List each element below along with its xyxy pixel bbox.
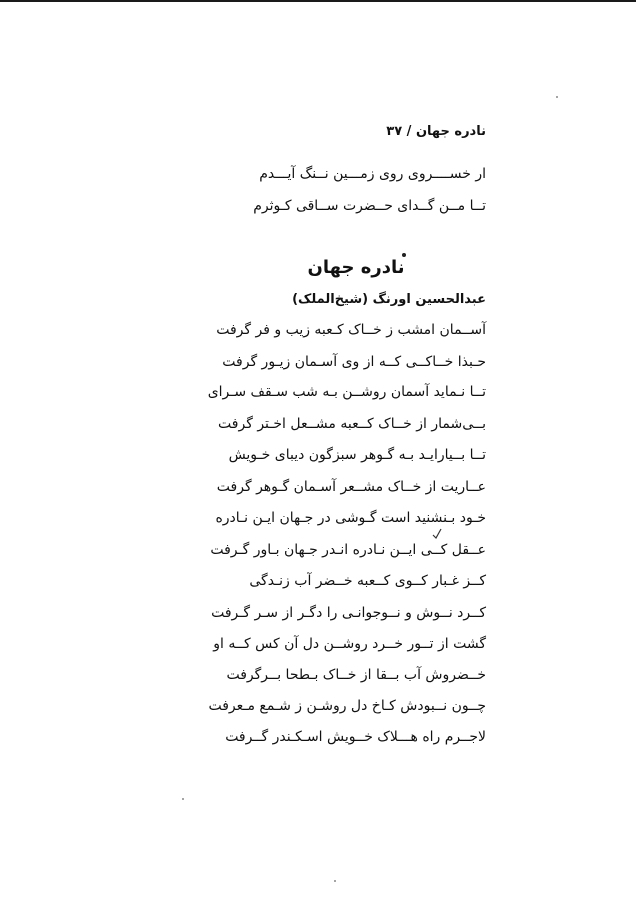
paper-speck <box>556 96 558 98</box>
poem-verse-4: بــی‌شمار از خــاک کــعبه مشــعل اخـتر گرفت <box>218 416 486 432</box>
intro-verse-1: ار خســــروی روی زمـــین نــنگ آیـــدم <box>259 166 486 182</box>
poem-author: عبدالحسین اورنگ (شیخ‌الملک) <box>292 292 486 307</box>
paper-speck <box>182 798 184 800</box>
poem-verse-3: تــا نـماید آسمان روشــن بـه شب سـقف سـرای <box>207 384 486 400</box>
poem-verse-7: خـود بـنشنید است گـوشی در جـهان ایـن نـادره <box>215 510 486 526</box>
paper-speck <box>334 880 336 882</box>
poem-verse-11: گشت از تــور خــرد روشــن دل آن کس کــه او <box>213 636 486 652</box>
poem-verse-2: حـبذا خــاکــی کــه از وی آسـمان زیـور گرفت <box>222 354 486 370</box>
intro-verse-2: تــا مــن گــدای حــضرت ســاقی کـوثرم <box>253 198 486 214</box>
poem-title: نادره جهان <box>307 257 405 278</box>
poem-verse-8: عــقل کــی ایــن نـادره انـدر جـهان بـاور گـرفت <box>210 542 486 558</box>
poem-verse-6: عــاریت از خــاک مشــعر آسـمان گـوهر گرفت <box>216 479 486 495</box>
poem-verse-5: تــا بــیارایـد بـه گـوهر سبزگون دیبای خـویش <box>228 447 486 463</box>
poem-verse-9: کــز غـبار کــوی کــعبه خــضر آب زنـدگی <box>249 573 486 589</box>
poem-verse-14: لاجــرم راه هـــلاک خــویش اسـکـندر گــرفت <box>225 729 486 745</box>
poem-verse-1: آســمان امشب ز خــاک کـعبه زیب و فر گرفت <box>216 322 486 338</box>
poem-verse-12: خــضروش آب بــقا از خــاک بـطحا بــرگرفت <box>226 667 486 683</box>
running-header: نادره جهان / ۳۷ <box>386 124 486 139</box>
poem-verse-10: کــرد نــوش و نــوجوانـی را دگـر از سـر گـرفت <box>211 605 486 621</box>
pencil-tick-mark <box>432 528 442 540</box>
poem-verse-13: چــون نــبودش کـاخ دل روشـن ز شـمع مـعرفت <box>208 698 486 714</box>
